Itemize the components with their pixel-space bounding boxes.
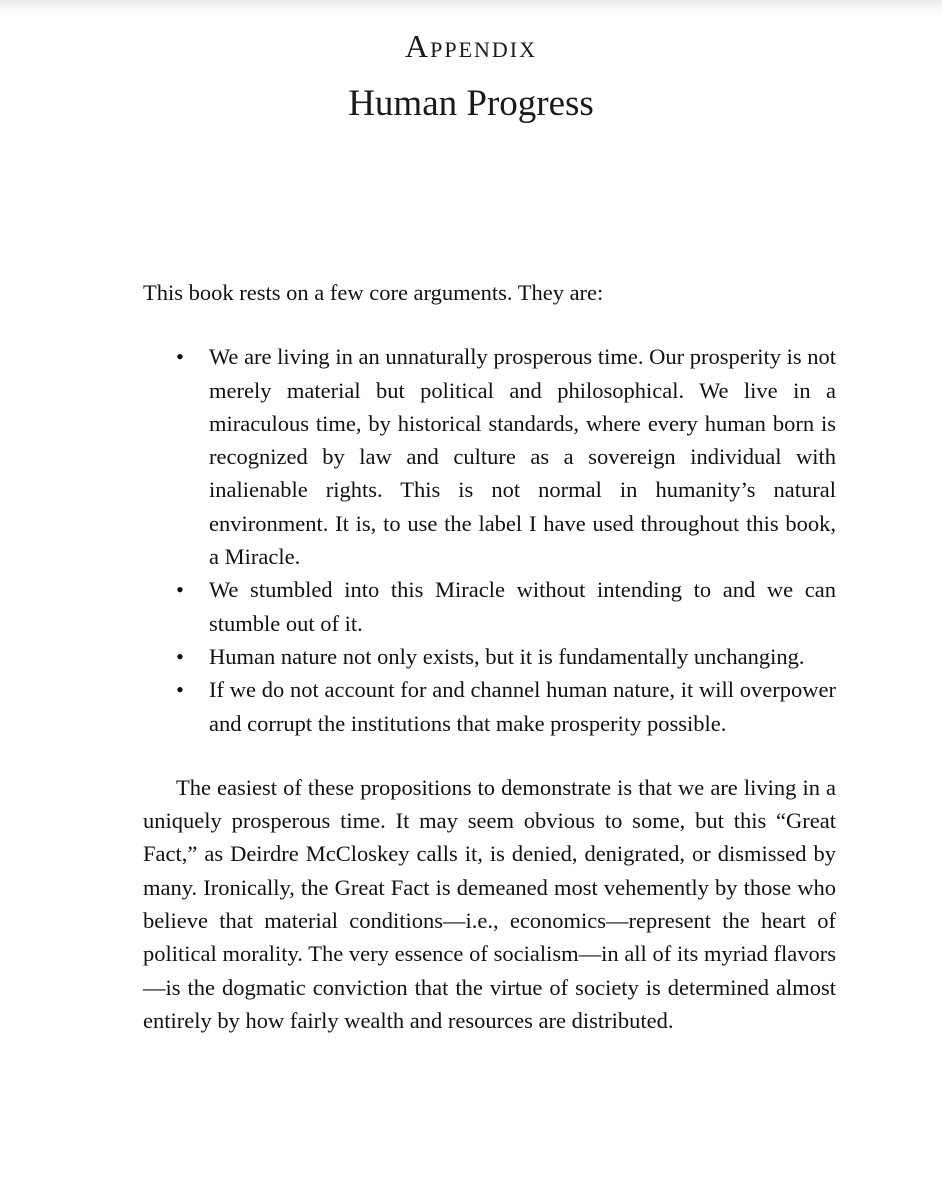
core-arguments-list <box>143 340 836 740</box>
bullet-icon: • <box>176 577 184 603</box>
body-paragraph: The easiest of these propositions to demonstrate is that we are living in a uniquely prosperous time. It may seem obvious to some, but this “Great Fact,” as Deirdre McCloskey calls it, is denied, denigrated, or dismissed by many. Ironically, the Great Fact is demeaned most vehemently by those who believe that material conditions—i.e., economics—represent the heart of political morality. The very essence of socialism—in all of its myriad flavors—is the dogmatic conviction that the virtue of society is determined almost entirely by how fairly wealth and resources are distributed. <box>143 774 836 1033</box>
list-item <box>143 573 836 640</box>
list-item <box>143 340 836 573</box>
list-item-text: We are living in an unnaturally prosperous time. Our prosperity is not merely material but political and philosophical. We live in a miraculous time, by historical standards, where every human born is recognized by law and culture as a sovereign individual with inalienable rights. This is not normal in humanity’s natural environment. It is, to use the label I have used throughout this book, a Miracle. <box>209 344 836 570</box>
list-item-text: We stumbled into this Miracle without intending to and we can stumble out of it. <box>209 577 836 636</box>
chapter-title: Human Progress <box>348 83 594 124</box>
bullet-icon: • <box>176 344 184 370</box>
chapter-heading <box>0 24 942 130</box>
bullet-icon: • <box>176 643 184 669</box>
page-body <box>143 276 836 1037</box>
list-item <box>143 673 836 740</box>
intro-sentence: This book rests on a few core arguments. They are: <box>143 280 604 305</box>
list-item-text: Human nature not only exists, but it is fundamentally unchanging. <box>209 643 805 669</box>
page-top-shadow <box>0 0 942 14</box>
list-item-text: If we do not account for and channel human nature, it will overpower and corrupt the institutions that make prosperity possible. <box>209 677 836 736</box>
appendix-label: Appendix <box>404 28 537 64</box>
list-item <box>143 640 836 673</box>
bullet-icon: • <box>176 677 184 703</box>
